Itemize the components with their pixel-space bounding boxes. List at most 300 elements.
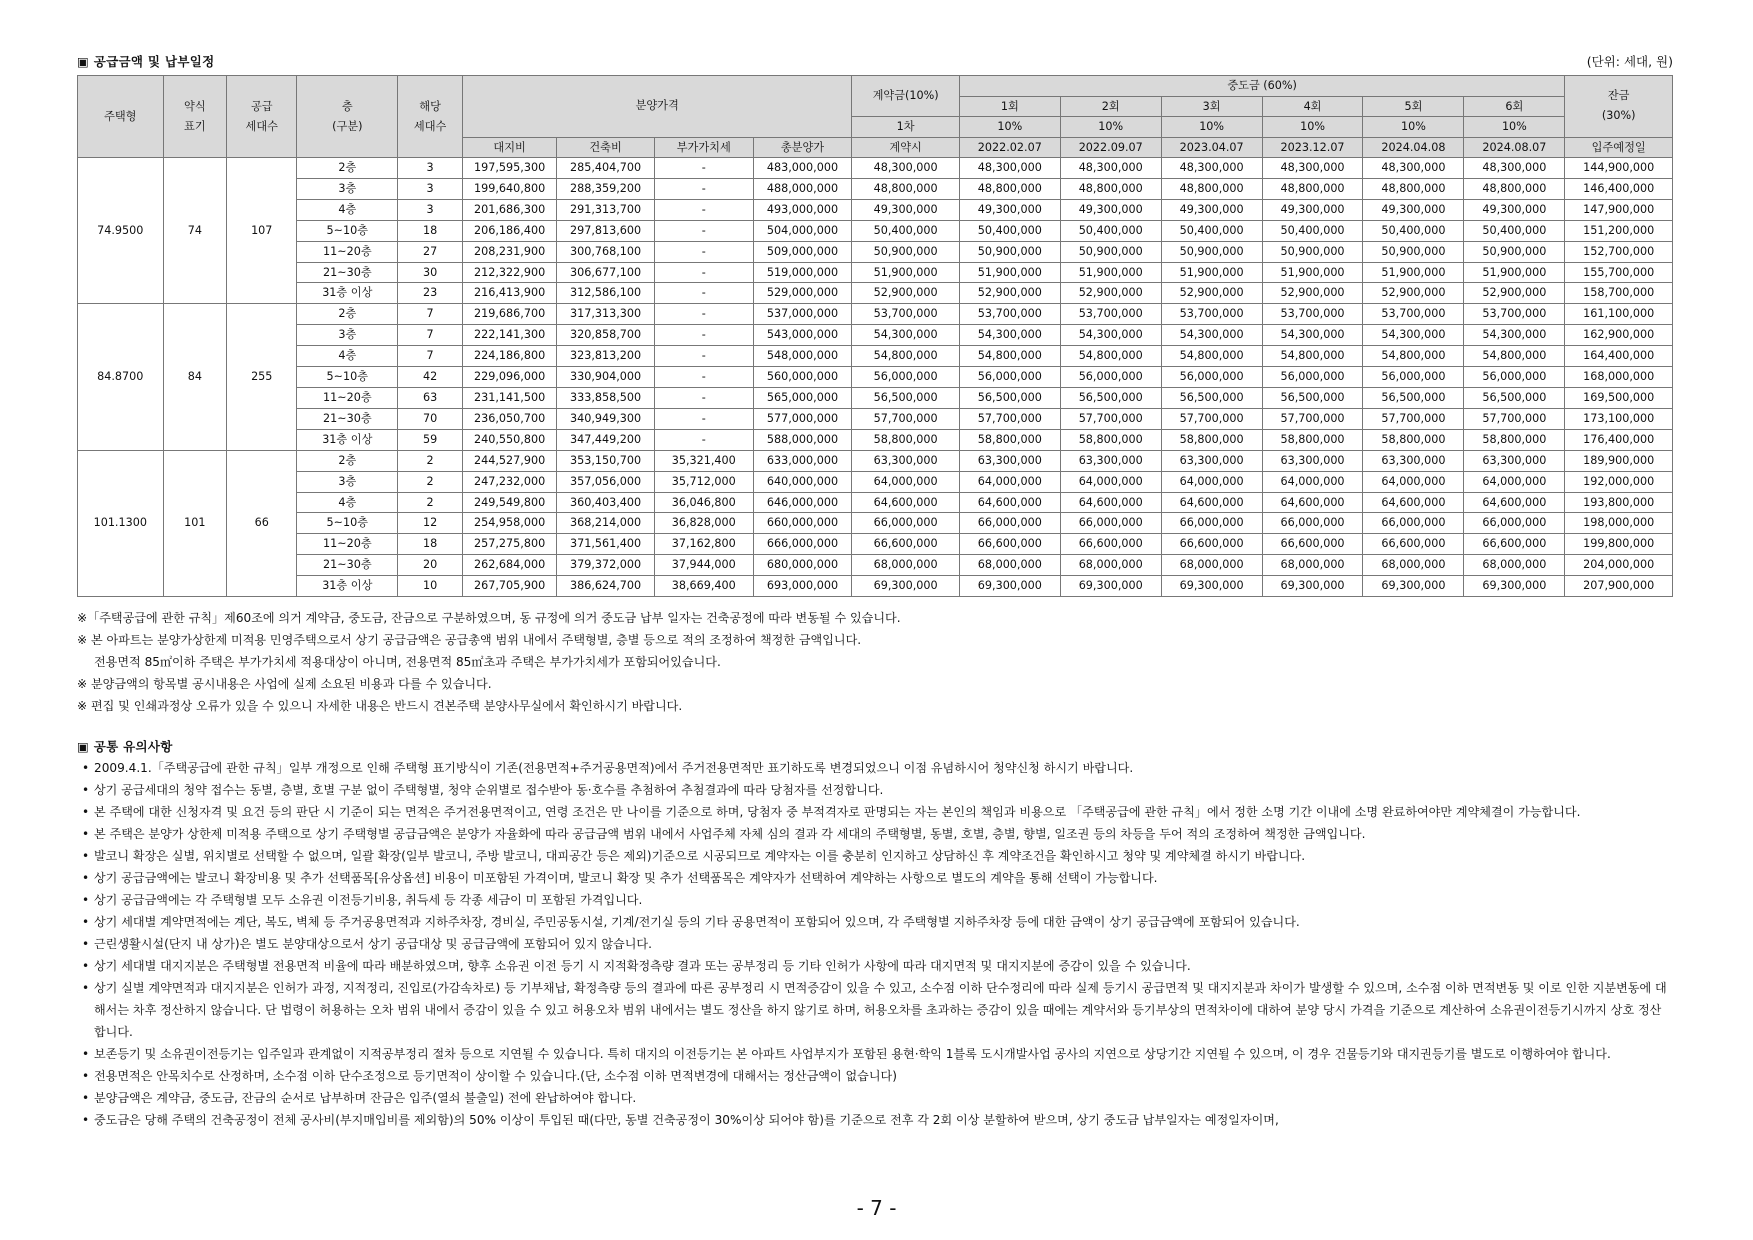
cell-land-price: 224,186,800: [462, 346, 556, 367]
cell-middle-payment: 63,300,000: [1363, 450, 1464, 471]
table-row: [78, 241, 1673, 262]
cell-balance: 169,500,000: [1565, 387, 1673, 408]
cell-middle-payment: 66,000,000: [959, 513, 1060, 534]
cell-abbr: 101: [163, 450, 227, 596]
cell-balance: 155,700,000: [1565, 262, 1673, 283]
cell-floor: 4층: [297, 199, 398, 220]
cell-middle-payment: 52,900,000: [1161, 283, 1262, 304]
cell-middle-payment: 48,800,000: [1262, 178, 1363, 199]
cell-balance: 173,100,000: [1565, 408, 1673, 429]
cell-vat: -: [654, 429, 753, 450]
cell-middle-payment: 53,700,000: [1060, 304, 1161, 325]
cell-middle-payment: 50,400,000: [1060, 220, 1161, 241]
cell-middle-payment: 53,700,000: [959, 304, 1060, 325]
cell-build-price: 347,449,200: [557, 429, 655, 450]
cell-land-price: 216,413,900: [462, 283, 556, 304]
cell-vat: 38,669,400: [654, 576, 753, 597]
cell-middle-payment: 54,300,000: [1464, 325, 1565, 346]
cell-middle-payment: 54,800,000: [959, 346, 1060, 367]
header-balance: 잔금 (30%): [1565, 76, 1673, 138]
cell-middle-payment: 69,300,000: [1464, 576, 1565, 597]
cell-floor: 31층 이상: [297, 576, 398, 597]
cell-land-price: 212,322,900: [462, 262, 556, 283]
common-notices-list: [77, 757, 1673, 1131]
cell-build-price: 357,056,000: [557, 471, 655, 492]
cell-middle-payment: 54,300,000: [1262, 325, 1363, 346]
cell-contract: 57,700,000: [852, 408, 959, 429]
cell-middle-payment: 57,700,000: [1464, 408, 1565, 429]
cell-units: 3: [398, 178, 463, 199]
cell-vat: -: [654, 304, 753, 325]
cell-balance: 164,400,000: [1565, 346, 1673, 367]
price-schedule-table: [77, 75, 1673, 597]
cell-units: 2: [398, 492, 463, 513]
header-abbr: 약식 표기: [163, 76, 227, 158]
cell-units: 59: [398, 429, 463, 450]
cell-balance: 193,800,000: [1565, 492, 1673, 513]
cell-middle-payment: 54,300,000: [959, 325, 1060, 346]
table-row: [78, 387, 1673, 408]
cell-middle-payment: 56,500,000: [1363, 387, 1464, 408]
table-row: [78, 262, 1673, 283]
table-row: [78, 555, 1673, 576]
cell-contract: 48,800,000: [852, 178, 959, 199]
cell-middle-payment: 64,000,000: [1161, 471, 1262, 492]
cell-total-price: 537,000,000: [753, 304, 852, 325]
cell-build-price: 312,586,100: [557, 283, 655, 304]
cell-balance: 168,000,000: [1565, 367, 1673, 388]
cell-total-price: 633,000,000: [753, 450, 852, 471]
cell-build-price: 285,404,700: [557, 158, 655, 179]
cell-middle-payment: 54,800,000: [1363, 346, 1464, 367]
cell-vat: -: [654, 220, 753, 241]
cell-total-price: 640,000,000: [753, 471, 852, 492]
cell-contract: 50,400,000: [852, 220, 959, 241]
cell-middle-payment: 68,000,000: [1363, 555, 1464, 576]
cell-land-price: 222,141,300: [462, 325, 556, 346]
cell-total-price: 666,000,000: [753, 534, 852, 555]
cell-middle-payment: 64,600,000: [1262, 492, 1363, 513]
cell-middle-payment: 50,400,000: [1262, 220, 1363, 241]
cell-land-price: 267,705,900: [462, 576, 556, 597]
cell-middle-payment: 49,300,000: [1060, 199, 1161, 220]
cell-middle-payment: 63,300,000: [1262, 450, 1363, 471]
cell-abbr: 74: [163, 158, 227, 304]
cell-middle-payment: 68,000,000: [1464, 555, 1565, 576]
table-row: [78, 220, 1673, 241]
cell-middle-payment: 66,600,000: [1161, 534, 1262, 555]
cell-middle-payment: 56,500,000: [1161, 387, 1262, 408]
common-notices-section: [77, 737, 1673, 1131]
cell-contract: 53,700,000: [852, 304, 959, 325]
cell-middle-payment: 58,800,000: [1060, 429, 1161, 450]
cell-middle-payment: 58,800,000: [959, 429, 1060, 450]
cell-floor: 5~10층: [297, 367, 398, 388]
cell-vat: -: [654, 408, 753, 429]
cell-middle-payment: 56,500,000: [1464, 387, 1565, 408]
cell-units: 18: [398, 220, 463, 241]
cell-vat: -: [654, 178, 753, 199]
cell-build-price: 386,624,700: [557, 576, 655, 597]
cell-supply: 255: [227, 304, 297, 450]
cell-middle-payment: 53,700,000: [1262, 304, 1363, 325]
cell-units: 3: [398, 158, 463, 179]
cell-middle-payment: 64,000,000: [1060, 471, 1161, 492]
cell-vat: -: [654, 367, 753, 388]
table-row: [78, 471, 1673, 492]
cell-build-price: 323,813,200: [557, 346, 655, 367]
cell-total-price: 565,000,000: [753, 387, 852, 408]
cell-middle-payment: 53,700,000: [1464, 304, 1565, 325]
notice-item: • 발코니 확장은 실별, 위치별로 선택할 수 없으며, 일괄 확장(일부 발코니, 주방 발코니, 대피공간 등은 제외)기준으로 시공되므로 계약자는 이를 충분히 인지하고 상담하신 후 계약조건을 확인하시고 청약 및 계약체결 하시기 바랍니다.: [77, 845, 1673, 867]
cell-build-price: 320,858,700: [557, 325, 655, 346]
document-page: [77, 50, 1673, 1131]
cell-contract: 54,800,000: [852, 346, 959, 367]
section-title: ▣ 공급금액 및 납부일정: [77, 54, 215, 69]
cell-floor: 11~20층: [297, 534, 398, 555]
cell-middle-payment: 52,900,000: [1060, 283, 1161, 304]
cell-middle-payment: 63,300,000: [959, 450, 1060, 471]
cell-supply: 66: [227, 450, 297, 596]
cell-build-price: 330,904,000: [557, 367, 655, 388]
cell-middle-payment: 50,400,000: [1464, 220, 1565, 241]
cell-build-price: 297,813,600: [557, 220, 655, 241]
cell-land-price: 219,686,700: [462, 304, 556, 325]
cell-floor: 4층: [297, 492, 398, 513]
cell-vat: -: [654, 387, 753, 408]
cell-middle-payment: 64,000,000: [1363, 471, 1464, 492]
cell-middle-payment: 49,300,000: [1262, 199, 1363, 220]
cell-contract: 48,300,000: [852, 158, 959, 179]
cell-floor: 5~10층: [297, 513, 398, 534]
cell-middle-payment: 66,000,000: [1262, 513, 1363, 534]
note-item: ※ 분양금액의 항목별 공시내용은 사업에 실제 소요된 비용과 다를 수 있습니다.: [77, 677, 492, 692]
cell-middle-payment: 66,600,000: [1262, 534, 1363, 555]
cell-middle-payment: 50,900,000: [959, 241, 1060, 262]
cell-middle-payment: 66,000,000: [1464, 513, 1565, 534]
header-price-col: 부가가치세: [654, 137, 753, 158]
cell-middle-payment: 49,300,000: [1161, 199, 1262, 220]
cell-middle-payment: 58,800,000: [1464, 429, 1565, 450]
cell-middle-payment: 48,300,000: [1262, 158, 1363, 179]
cell-land-price: 240,550,800: [462, 429, 556, 450]
cell-land-price: 236,050,700: [462, 408, 556, 429]
cell-balance: 158,700,000: [1565, 283, 1673, 304]
cell-middle-payment: 54,800,000: [1464, 346, 1565, 367]
cell-total-price: 660,000,000: [753, 513, 852, 534]
cell-middle-payment: 64,000,000: [1262, 471, 1363, 492]
cell-middle-payment: 52,900,000: [1262, 283, 1363, 304]
cell-middle-payment: 56,500,000: [1262, 387, 1363, 408]
header-balance-time: 입주예정일: [1565, 137, 1673, 158]
cell-middle-payment: 48,300,000: [959, 158, 1060, 179]
cell-middle-payment: 50,900,000: [1262, 241, 1363, 262]
cell-floor: 21~30층: [297, 262, 398, 283]
cell-middle-payment: 51,900,000: [1060, 262, 1161, 283]
table-row: [78, 576, 1673, 597]
cell-vat: 36,046,800: [654, 492, 753, 513]
notice-item: • 상기 세대별 대지지분은 주택형별 전용면적 비율에 따라 배분하였으며, 향후 소유권 이전 등기 시 지적확정측량 결과 또는 공부정리 등 기타 인허가 사항에 따라 대지면적 및 대지지분에 증감이 있을 수 있습니다.: [77, 955, 1673, 977]
cell-middle-payment: 64,000,000: [1464, 471, 1565, 492]
header-installment-date: 2024.04.08: [1363, 137, 1464, 158]
section-title: ▣ 공통 유의사항: [77, 739, 173, 755]
cell-balance: 152,700,000: [1565, 241, 1673, 262]
cell-middle-payment: 54,800,000: [1161, 346, 1262, 367]
cell-vat: -: [654, 325, 753, 346]
cell-contract: 52,900,000: [852, 283, 959, 304]
cell-middle-payment: 50,900,000: [1363, 241, 1464, 262]
cell-contract: 64,600,000: [852, 492, 959, 513]
cell-middle-payment: 64,600,000: [1161, 492, 1262, 513]
cell-land-price: 197,595,300: [462, 158, 556, 179]
cell-contract: 58,800,000: [852, 429, 959, 450]
cell-middle-payment: 57,700,000: [1363, 408, 1464, 429]
cell-vat: 35,321,400: [654, 450, 753, 471]
cell-build-price: 353,150,700: [557, 450, 655, 471]
cell-abbr: 84: [163, 304, 227, 450]
cell-contract: 49,300,000: [852, 199, 959, 220]
header-price-col: 건축비: [557, 137, 655, 158]
notice-item: • 상기 세대별 계약면적에는 계단, 복도, 벽체 등 주거공용면적과 지하주차장, 경비실, 주민공동시설, 기계/전기실 등의 기타 공용면적이 포함되어 있으며, 각 주택형별 지하주차장 등에 대한 금액이 상기 공급금액에 포함되어 있습니다.: [77, 911, 1673, 933]
cell-units: 70: [398, 408, 463, 429]
cell-total-price: 488,000,000: [753, 178, 852, 199]
cell-middle-payment: 54,300,000: [1060, 325, 1161, 346]
cell-total-price: 680,000,000: [753, 555, 852, 576]
cell-balance: 192,000,000: [1565, 471, 1673, 492]
cell-balance: 176,400,000: [1565, 429, 1673, 450]
header-installment-label: 1회: [959, 96, 1060, 117]
cell-contract: 56,000,000: [852, 367, 959, 388]
cell-total-price: 646,000,000: [753, 492, 852, 513]
cell-contract: 69,300,000: [852, 576, 959, 597]
cell-middle-payment: 56,000,000: [1060, 367, 1161, 388]
cell-floor: 4층: [297, 346, 398, 367]
notice-item: • 상기 실별 계약면적과 대지지분은 인허가 과정, 지적정리, 진입로(가감속차로) 등 기부채납, 확정측량 등의 결과에 따른 공부정리 시 면적증감이 있을 수 있고, 소수점 이하 단수정리에 따라 실제 등기시 공급면적 및 대지지분과 차이가 발생할 수 있으며, 소수점 이하 면적변동 및 이로 인한 지분변동에 대해서는 차후 정산하지 않습니다. 단 법령이 허용하는 오차 범위 내에서 증감이 있을 수 있고 허용오차 범위 내에서는 별도 정산을 하지 않기로 하며, 허용오차를 초과하는 증감이 있을 때에는 계약서와 등기부상의 면적차이에 대하여 분양 당시 가격을 기준으로 계산하여 소유권이전등기시까지 상호 정산합니다.: [77, 977, 1673, 1043]
cell-balance: 207,900,000: [1565, 576, 1673, 597]
header-installment-pct: 10%: [1363, 117, 1464, 138]
header-installment-date: 2022.02.07: [959, 137, 1060, 158]
cell-units: 7: [398, 304, 463, 325]
section-header: [77, 50, 1673, 72]
cell-vat: 37,944,000: [654, 555, 753, 576]
cell-middle-payment: 51,900,000: [1262, 262, 1363, 283]
cell-middle-payment: 49,300,000: [959, 199, 1060, 220]
cell-build-price: 317,313,300: [557, 304, 655, 325]
cell-units: 10: [398, 576, 463, 597]
cell-floor: 2층: [297, 158, 398, 179]
cell-middle-payment: 69,300,000: [1262, 576, 1363, 597]
cell-land-price: 208,231,900: [462, 241, 556, 262]
notice-item: • 보존등기 및 소유권이전등기는 입주일과 관계없이 지적공부정리 절차 등으로 지연될 수 있습니다. 특히 대지의 이전등기는 본 아파트 사업부지가 포함된 용현·학익 1블록 도시개발사업 공사의 지연으로 상당기간 지연될 수 있으며, 이 경우 건물등기와 대지권등기를 별도로 이행하여야 합니다.: [77, 1043, 1673, 1065]
cell-contract: 56,500,000: [852, 387, 959, 408]
header-price-col: 총분양가: [753, 137, 852, 158]
cell-middle-payment: 54,300,000: [1161, 325, 1262, 346]
cell-middle-payment: 51,900,000: [1363, 262, 1464, 283]
cell-middle-payment: 50,900,000: [1060, 241, 1161, 262]
cell-build-price: 379,372,000: [557, 555, 655, 576]
cell-middle-payment: 54,800,000: [1262, 346, 1363, 367]
header-installment-label: 4회: [1262, 96, 1363, 117]
cell-land-price: 199,640,800: [462, 178, 556, 199]
cell-middle-payment: 64,600,000: [1060, 492, 1161, 513]
cell-land-price: 244,527,900: [462, 450, 556, 471]
notice-item: • 근린생활시설(단지 내 상가)은 별도 분양대상으로서 상기 공급대상 및 공급금액에 포함되어 있지 않습니다.: [77, 933, 1673, 955]
cell-middle-payment: 68,000,000: [1060, 555, 1161, 576]
cell-floor: 3층: [297, 325, 398, 346]
notice-item: • 전용면적은 안목치수로 산정하며, 소수점 이하 단수조정으로 등기면적이 상이할 수 있습니다.(단, 소수점 이하 면적변경에 대해서는 정산금액이 없습니다): [77, 1065, 1673, 1087]
table-row: [78, 158, 1673, 179]
cell-middle-payment: 56,000,000: [1161, 367, 1262, 388]
cell-balance: 199,800,000: [1565, 534, 1673, 555]
header-installment-date: 2022.09.07: [1060, 137, 1161, 158]
cell-middle-payment: 50,400,000: [1161, 220, 1262, 241]
cell-total-price: 483,000,000: [753, 158, 852, 179]
cell-floor: 11~20층: [297, 241, 398, 262]
notice-item: • 본 주택에 대한 신청자격 및 요건 등의 판단 시 기준이 되는 면적은 주거전용면적이고, 연령 조건은 만 나이를 기준으로 하며, 당첨자 중 부적격자로 판명되는 자는 본인의 책임과 비용으로 「주택공급에 관한 규칙」에서 정한 소명 기간 이내에 소명 완료하여야만 계약체결이 가능합니다.: [77, 801, 1673, 823]
cell-middle-payment: 51,900,000: [1161, 262, 1262, 283]
cell-land-price: 201,686,300: [462, 199, 556, 220]
cell-floor: 11~20층: [297, 387, 398, 408]
header-installment-pct: 10%: [1464, 117, 1565, 138]
header-type: 주택형: [78, 76, 164, 158]
cell-middle-payment: 58,800,000: [1262, 429, 1363, 450]
cell-land-price: 229,096,000: [462, 367, 556, 388]
notice-item: • 상기 공급금액에는 발코니 확장비용 및 추가 선택품목[유상옵션] 비용이 미포함된 가격이며, 발코니 확장 및 추가 선택품목은 계약자가 선택하여 계약하는 사항으로 별도의 계약을 통해 선택이 가능합니다.: [77, 867, 1673, 889]
header-installment-label: 2회: [1060, 96, 1161, 117]
cell-units: 7: [398, 325, 463, 346]
cell-build-price: 333,858,500: [557, 387, 655, 408]
cell-floor: 2층: [297, 450, 398, 471]
cell-build-price: 368,214,000: [557, 513, 655, 534]
cell-middle-payment: 66,000,000: [1363, 513, 1464, 534]
cell-supply: 107: [227, 158, 297, 304]
cell-middle-payment: 49,300,000: [1464, 199, 1565, 220]
cell-type: 74.9500: [78, 158, 164, 304]
cell-middle-payment: 57,700,000: [1060, 408, 1161, 429]
cell-middle-payment: 58,800,000: [1161, 429, 1262, 450]
cell-units: 23: [398, 283, 463, 304]
cell-middle-payment: 49,300,000: [1363, 199, 1464, 220]
cell-vat: 35,712,000: [654, 471, 753, 492]
cell-middle-payment: 58,800,000: [1363, 429, 1464, 450]
cell-total-price: 504,000,000: [753, 220, 852, 241]
cell-middle-payment: 54,800,000: [1060, 346, 1161, 367]
notice-item: • 상기 공급세대의 청약 접수는 동별, 층별, 호별 구분 없이 주택형별, 청약 순위별로 접수받아 동·호수를 추첨하여 추첨결과에 따라 당첨자를 선정합니다.: [77, 779, 1673, 801]
cell-middle-payment: 64,600,000: [959, 492, 1060, 513]
header-installment-pct: 10%: [959, 117, 1060, 138]
cell-middle-payment: 69,300,000: [1363, 576, 1464, 597]
table-row: [78, 408, 1673, 429]
cell-contract: 64,000,000: [852, 471, 959, 492]
cell-middle-payment: 53,700,000: [1363, 304, 1464, 325]
cell-balance: 161,100,000: [1565, 304, 1673, 325]
cell-floor: 31층 이상: [297, 283, 398, 304]
cell-land-price: 262,684,000: [462, 555, 556, 576]
cell-middle-payment: 69,300,000: [1060, 576, 1161, 597]
cell-balance: 151,200,000: [1565, 220, 1673, 241]
cell-total-price: 543,000,000: [753, 325, 852, 346]
notice-item: • 2009.4.1.「주택공급에 관한 규칙」일부 개정으로 인해 주택형 표기방식이 기존(전용면적+주거공용면적)에서 주거전용면적만 표기하도록 변경되었으니 이점 유념하시어 청약신청 하시기 바랍니다.: [77, 757, 1673, 779]
cell-middle-payment: 48,800,000: [959, 178, 1060, 199]
header-middle: 중도금 (60%): [959, 76, 1565, 97]
cell-contract: 66,000,000: [852, 513, 959, 534]
cell-middle-payment: 52,900,000: [1464, 283, 1565, 304]
table-row: [78, 513, 1673, 534]
cell-middle-payment: 66,600,000: [1464, 534, 1565, 555]
cell-middle-payment: 57,700,000: [959, 408, 1060, 429]
cell-middle-payment: 64,000,000: [959, 471, 1060, 492]
notice-item: • 분양금액은 계약금, 중도금, 잔금의 순서로 납부하며 잔금은 입주(열쇠 불출일) 전에 완납하여야 합니다.: [77, 1087, 1673, 1109]
cell-middle-payment: 48,300,000: [1060, 158, 1161, 179]
cell-middle-payment: 57,700,000: [1262, 408, 1363, 429]
cell-total-price: 493,000,000: [753, 199, 852, 220]
table-row: [78, 304, 1673, 325]
note-item: ※ 편집 및 인쇄과정상 오류가 있을 수 있으니 자세한 내용은 반드시 견본주택 분양사무실에서 확인하시기 바랍니다.: [77, 699, 683, 714]
cell-units: 42: [398, 367, 463, 388]
cell-build-price: 340,949,300: [557, 408, 655, 429]
table-row: [78, 492, 1673, 513]
header-supply: 공급 세대수: [227, 76, 297, 158]
cell-middle-payment: 48,300,000: [1363, 158, 1464, 179]
header-installment-date: 2024.08.07: [1464, 137, 1565, 158]
cell-units: 20: [398, 555, 463, 576]
cell-build-price: 306,677,100: [557, 262, 655, 283]
header-installment-pct: 10%: [1262, 117, 1363, 138]
cell-total-price: 693,000,000: [753, 576, 852, 597]
cell-contract: 54,300,000: [852, 325, 959, 346]
note-item: 전용면적 85㎡이하 주택은 부가가치세 적용대상이 아니며, 전용면적 85㎡초과 주택은 부가가치세가 포함되어있습니다.: [94, 655, 721, 670]
cell-middle-payment: 56,000,000: [1464, 367, 1565, 388]
cell-balance: 204,000,000: [1565, 555, 1673, 576]
cell-floor: 21~30층: [297, 555, 398, 576]
cell-contract: 68,000,000: [852, 555, 959, 576]
cell-balance: 147,900,000: [1565, 199, 1673, 220]
cell-contract: 50,900,000: [852, 241, 959, 262]
cell-total-price: 519,000,000: [753, 262, 852, 283]
header-installment-label: 3회: [1161, 96, 1262, 117]
table-notes: [77, 607, 1673, 717]
cell-floor: 5~10층: [297, 220, 398, 241]
cell-total-price: 577,000,000: [753, 408, 852, 429]
cell-middle-payment: 48,300,000: [1464, 158, 1565, 179]
cell-middle-payment: 48,800,000: [1464, 178, 1565, 199]
cell-total-price: 588,000,000: [753, 429, 852, 450]
cell-contract: 63,300,000: [852, 450, 959, 471]
header-installment-pct: 10%: [1060, 117, 1161, 138]
cell-vat: -: [654, 199, 753, 220]
cell-middle-payment: 66,000,000: [1161, 513, 1262, 534]
cell-build-price: 291,313,700: [557, 199, 655, 220]
cell-middle-payment: 57,700,000: [1161, 408, 1262, 429]
table-row: [78, 534, 1673, 555]
cell-middle-payment: 66,600,000: [959, 534, 1060, 555]
header-floor: 층 (구분): [297, 76, 398, 158]
cell-middle-payment: 56,000,000: [1363, 367, 1464, 388]
cell-middle-payment: 66,600,000: [1363, 534, 1464, 555]
cell-middle-payment: 56,500,000: [1060, 387, 1161, 408]
cell-land-price: 206,186,400: [462, 220, 556, 241]
cell-balance: 189,900,000: [1565, 450, 1673, 471]
cell-build-price: 288,359,200: [557, 178, 655, 199]
cell-vat: -: [654, 241, 753, 262]
cell-vat: -: [654, 283, 753, 304]
cell-balance: 144,900,000: [1565, 158, 1673, 179]
cell-middle-payment: 64,600,000: [1363, 492, 1464, 513]
header-installment-pct: 10%: [1161, 117, 1262, 138]
cell-build-price: 300,768,100: [557, 241, 655, 262]
cell-middle-payment: 68,000,000: [1161, 555, 1262, 576]
header-contract-sub: 1차: [852, 117, 959, 138]
